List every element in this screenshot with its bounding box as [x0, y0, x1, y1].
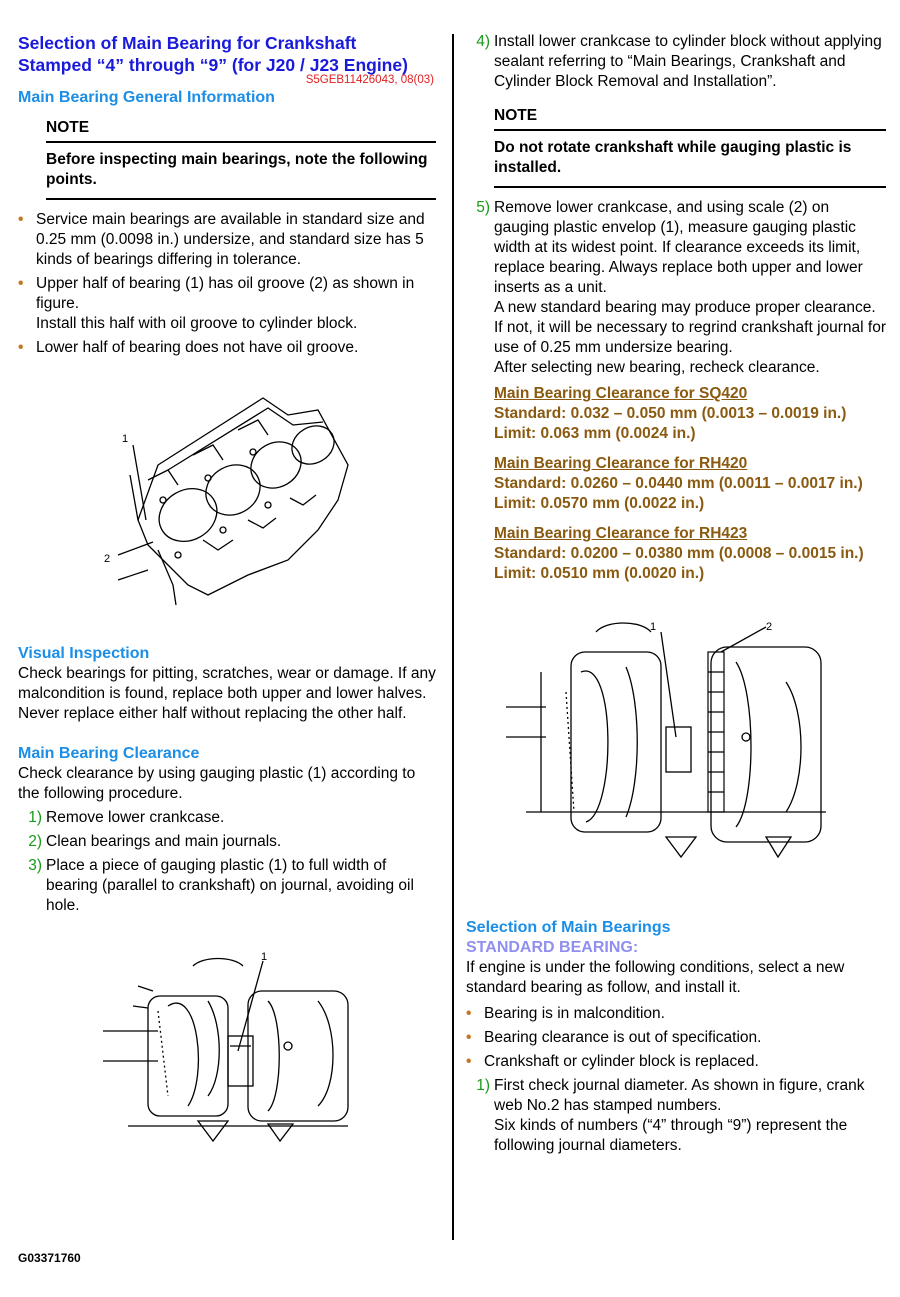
- page-title-line1: Selection of Main Bearing for Crankshaft: [18, 33, 357, 53]
- figure-label-1: 1: [122, 433, 129, 445]
- spec-rh420: Main Bearing Clearance for RH420 Standard: 0.0260 – 0.0440 mm (0.0011 – 0.0017 in.) Limit: 0.0570 mm (0.0022 in.): [494, 455, 863, 512]
- right-column: [466, 32, 886, 1160]
- left-column: [18, 32, 436, 1146]
- visual-inspection-text: Check bearings for pitting, scratches, wear or damage. If any malcondition is found, replace both upper and lower halves. Never replace either half without replacing the other half.: [18, 665, 436, 722]
- page-title-line2: Stamped “4” through “9” (for J20 / J23 Engine): [18, 55, 408, 75]
- list-item: 5) Remove lower crankcase, and using scale (2) on gauging plastic envelop (1), measure gauging plastic width at its widest point. If clearance exceeds its limit, replace bearing. Always replace both upper and lower inserts as a unit. A new standard bearing may produce proper clearance. If not, it will be necessary to regrind crankshaft journal for use of 0.25 mm undersize bearing. After selecting new bearing, recheck clearance.: [476, 199, 886, 376]
- cylinder-block-figure: [18, 370, 436, 620]
- note-label: NOTE: [46, 118, 436, 143]
- note-label: NOTE: [494, 106, 886, 131]
- figure-label-1: 1: [261, 951, 268, 963]
- spec-sq420: Main Bearing Clearance for SQ420 Standard: 0.032 – 0.050 mm (0.0013 – 0.0019 in.) Limit: 0.063 mm (0.0024 in.): [494, 385, 847, 442]
- clearance-step-5: [466, 198, 886, 378]
- bullet-icon: •: [18, 275, 24, 292]
- figure-label-1: 1: [650, 621, 657, 633]
- clearance-step-4: [466, 32, 886, 92]
- list-item: • Service main bearings are available in standard size and 0.25 mm (0.0098 in.) undersize, and standard size has 5 kinds of bearings differing in tolerance.: [18, 211, 425, 268]
- selection-intro: If engine is under the following conditions, select a new standard bearing as follow, and install it.: [466, 959, 845, 996]
- document-id: S5GEB11426043, 08(03): [305, 74, 434, 86]
- figure-label-2: 2: [104, 553, 111, 565]
- list-item: • Bearing clearance is out of specification.: [466, 1029, 762, 1046]
- standard-bearing-subheading: STANDARD BEARING:: [466, 939, 639, 956]
- clearance-intro: Check clearance by using gauging plastic (1) according to the following procedure.: [18, 765, 416, 802]
- clearance-steps: [18, 808, 436, 916]
- list-item: 1) First check journal diameter. As shown in figure, crank web No.2 has stamped numbers. Six kinds of numbers (“4” through “9”) represent the following journal diameters.: [476, 1077, 865, 1154]
- figure-code-footer: G03371760: [18, 1251, 81, 1265]
- note-text: Before inspecting main bearings, note the following points.: [46, 143, 436, 200]
- list-item: 4) Install lower crankcase to cylinder block without applying sealant referring to “Main Bearings, Crankshaft and Cylinder Block Removal and Installation”.: [476, 33, 882, 90]
- figure-label-2: 2: [766, 621, 773, 633]
- main-bearing-clearance-heading: Main Bearing Clearance: [18, 745, 200, 762]
- measure-gauging-plastic-figure: [466, 612, 886, 872]
- spec-rh423: Main Bearing Clearance for RH423 Standard: 0.0200 – 0.0380 mm (0.0008 – 0.0015 in.) Limit: 0.0510 mm (0.0020 in.): [494, 525, 864, 582]
- gauging-plastic-figure: [18, 946, 436, 1146]
- general-bullets: [18, 210, 436, 358]
- bullet-icon: •: [466, 1029, 472, 1046]
- list-item: 2) Clean bearings and main journals.: [28, 833, 282, 850]
- bullet-icon: •: [466, 1005, 472, 1022]
- visual-inspection-heading: Visual Inspection: [18, 645, 150, 662]
- list-item: • Lower half of bearing does not have oil groove.: [18, 339, 359, 356]
- selection-heading: Selection of Main Bearings: [466, 919, 671, 936]
- bullet-icon: •: [18, 339, 24, 356]
- bullet-icon: •: [18, 211, 24, 228]
- clearance-note: [494, 106, 886, 188]
- general-note: [46, 118, 436, 200]
- list-item: • Bearing is in malcondition.: [466, 1005, 665, 1022]
- bullet-icon: •: [466, 1053, 472, 1070]
- column-divider: [452, 34, 454, 1240]
- selection-bullets: [466, 1004, 886, 1072]
- list-item: • Upper half of bearing (1) has oil groove (2) as shown in figure. Install this half with oil groove to cylinder block.: [18, 275, 415, 332]
- list-item: • Crankshaft or cylinder block is replaced.: [466, 1053, 759, 1070]
- list-item: 1) Remove lower crankcase.: [28, 809, 225, 826]
- note-text: Do not rotate crankshaft while gauging plastic is installed.: [494, 131, 886, 188]
- selection-step-1: [466, 1076, 886, 1156]
- general-info-heading: Main Bearing General Information: [18, 89, 275, 106]
- list-item: 3) Place a piece of gauging plastic (1) to full width of bearing (parallel to crankshaft) on journal, avoiding oil hole.: [28, 857, 414, 914]
